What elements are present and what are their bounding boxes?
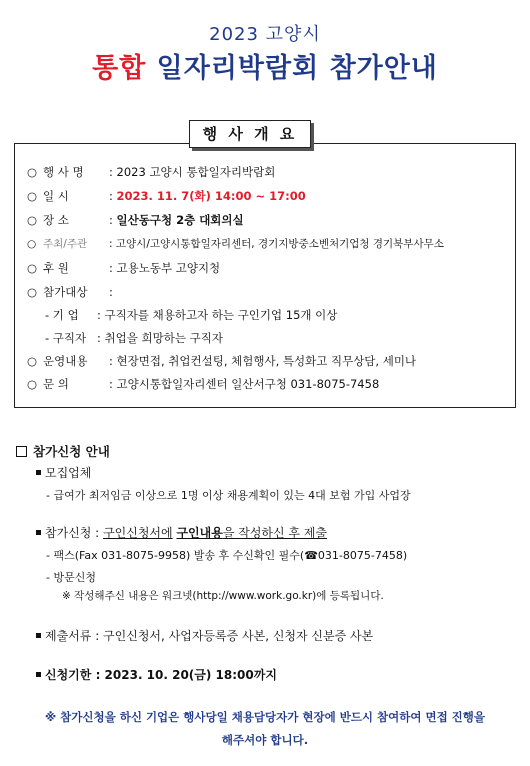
- row-label: 참가대상: [43, 285, 88, 299]
- bullet-icon: [36, 633, 41, 638]
- row-value: 일산동구청 2층 대회의실: [116, 213, 244, 227]
- overview-subrow-company: - 기 업 : 구직자를 채용하고자 하는 구인기업 15개 이상: [45, 308, 338, 322]
- method-line: 참가신청 : 구인신청서에 구인내용을 작성하신 후 제출: [36, 524, 327, 541]
- overview-label: 행 사 개 요: [189, 120, 311, 148]
- row-value: 2023. 11. 7(화) 14:00 ~ 17:00: [116, 189, 306, 203]
- overview-row-contact: ○ 문 의 : 고양시통합일자리센터 일산서구청 031-8075-7458: [27, 377, 380, 391]
- subrow-label: - 구직자: [45, 331, 87, 345]
- circle-bullet: ○: [27, 213, 38, 227]
- circle-bullet: ○: [27, 189, 38, 203]
- circle-bullet: ○: [27, 377, 38, 391]
- visit-line: - 방문신청: [46, 571, 96, 584]
- overview-row-datetime: ○ 일 시 : 2023. 11. 7(화) 14:00 ~ 17:00: [27, 189, 306, 203]
- note-line: ※ 작성해주신 내용은 워크넷(http://www.work.go.kr)에 등록됩니다.: [62, 590, 384, 602]
- subrow-value: 취업을 희망하는 구직자: [104, 331, 223, 345]
- deadline-value: : 2023. 10. 20(금) 18:00까지: [95, 668, 277, 682]
- docs-value: : 구인신청서, 사업자등록증 사본, 신청자 신분증 사본: [95, 629, 374, 643]
- subrow-label: - 기 업: [45, 308, 79, 322]
- bullet-icon: [36, 470, 41, 475]
- circle-bullet: ○: [27, 165, 38, 179]
- title-rest: 일자리박람회 참가안내: [156, 53, 438, 84]
- overview-row-event-name: ○ 행 사 명 : 2023 고양시 통합일자리박람회: [27, 165, 276, 179]
- row-value: 고양시/고양시통합일자리센터, 경기지방중소벤처기업청 경기북부사무소: [115, 238, 444, 250]
- method-bold: 구인내용: [176, 526, 223, 540]
- row-value: 고용노동부 고양지청: [116, 261, 221, 275]
- overview-row-host: ○ 주최/주관 : 고양시/고양시통합일자리센터, 경기지방중소벤처기업청 경기북부사무소: [27, 238, 444, 250]
- notice-line-1: ※ 참가신청을 하신 기업은 행사당일 채용담당자가 현장에 반드시 참여하여 면접 진행을: [44, 710, 486, 724]
- bullet-icon: [36, 530, 41, 535]
- overview-row-sponsor: ○ 후 원 : 고용노동부 고양지청: [27, 261, 221, 275]
- overview-row-program: ○ 운영내용 : 현장면접, 취업컨설팅, 체험행사, 특성화고 직무상담, 세미나: [27, 354, 417, 368]
- fax-line: - 팩스(Fax 031-8075-9958) 발송 후 수신확인 필수(☎031-8075-7458): [46, 549, 408, 562]
- row-label: 장 소: [43, 213, 69, 227]
- method-pre: 구인신청서에: [103, 526, 173, 540]
- row-label: 운영내용: [43, 354, 88, 368]
- row-label: 행 사 명: [43, 165, 84, 179]
- deadline-line: 신청기한 : 2023. 10. 20(금) 18:00까지: [36, 666, 277, 683]
- application-heading: 참가신청 안내: [16, 442, 110, 460]
- title-year-line: 2023 고양시: [209, 24, 321, 45]
- circle-bullet: ○: [27, 354, 38, 368]
- title-accent: 통합: [92, 53, 147, 84]
- row-label: 문 의: [43, 377, 69, 391]
- overview-row-venue: ○ 장 소 : 일산동구청 2층 대회의실: [27, 213, 244, 227]
- overview-row-target: ○ 참가대상 :: [27, 285, 113, 299]
- recruit-label: 모집업체: [36, 464, 91, 481]
- row-label: 일 시: [43, 189, 69, 203]
- notice-line-2: 해주셔야 합니다.: [221, 733, 309, 747]
- square-bullet-icon: [16, 446, 27, 457]
- row-label: 후 원: [43, 261, 69, 275]
- row-value: 현장면접, 취업컨설팅, 체험행사, 특성화고 직무상담, 세미나: [116, 354, 417, 368]
- page-title: [0, 46, 530, 85]
- method-post: 을 작성하신 후 제출: [222, 526, 328, 540]
- row-value: 2023 고양시 통합일자리박람회: [116, 165, 276, 179]
- bullet-icon: [36, 672, 41, 677]
- recruit-value: - 급여가 최저임금 이상으로 1명 이상 채용계획이 있는 4대 보험 가입 사업장: [46, 489, 411, 502]
- docs-line: 제출서류 : 구인신청서, 사업자등록증 사본, 신청자 신분증 사본: [36, 627, 373, 644]
- subrow-value: 구직자를 채용하고자 하는 구인기업 15개 이상: [104, 308, 338, 322]
- row-label: 주최/주관: [43, 238, 88, 250]
- circle-bullet: ○: [27, 261, 38, 275]
- circle-bullet: ○: [27, 238, 37, 250]
- row-value: 고양시통합일자리센터 일산서구청 031-8075-7458: [116, 377, 380, 391]
- circle-bullet: ○: [27, 285, 38, 299]
- overview-subrow-jobseeker: - 구직자 : 취업을 희망하는 구직자: [45, 331, 223, 345]
